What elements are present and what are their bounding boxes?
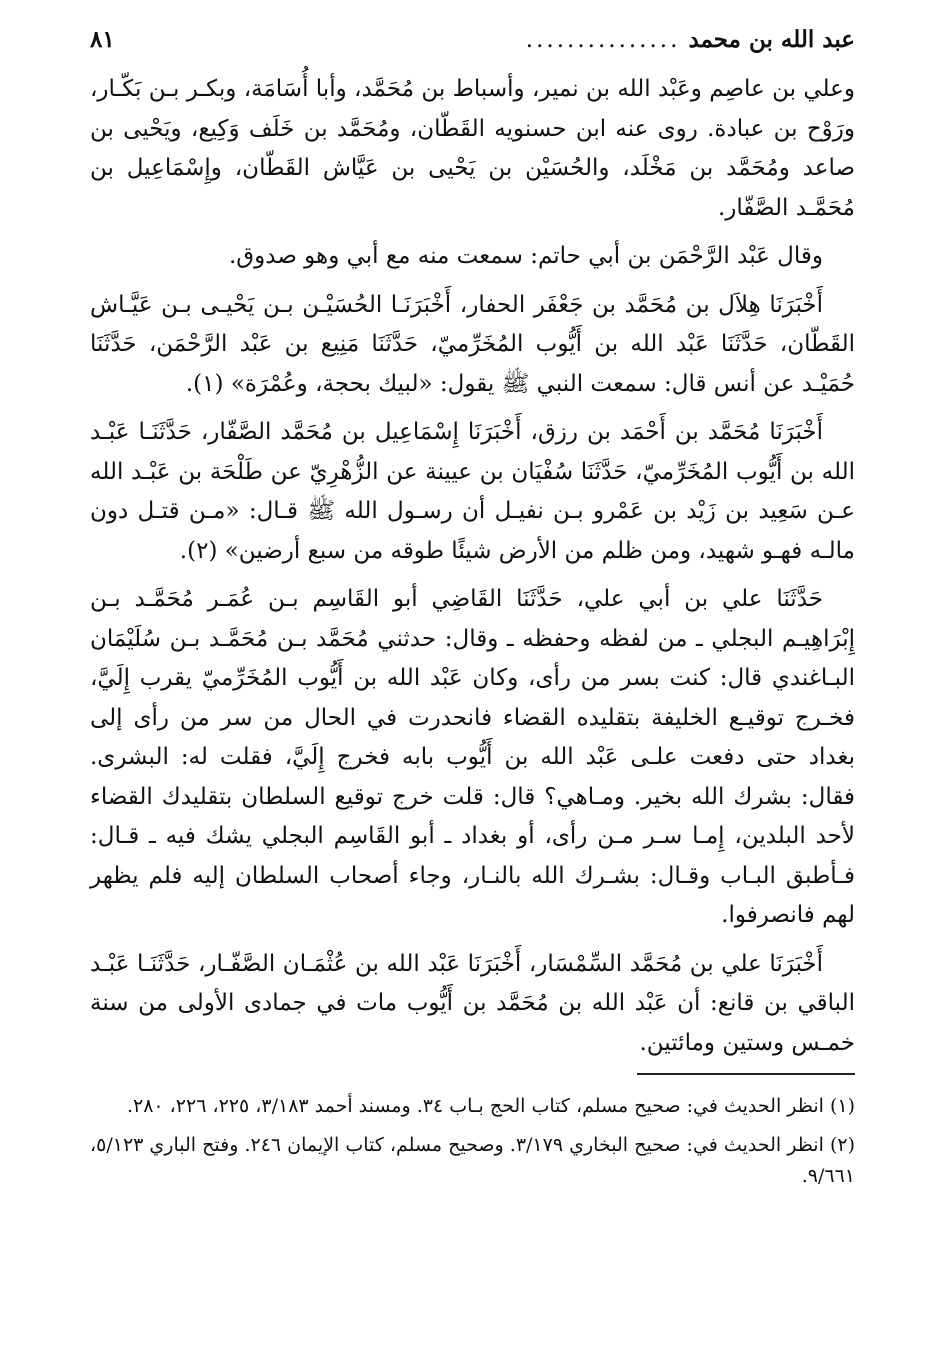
footnote-divider: [637, 1073, 855, 1075]
page-number: ٨١: [90, 26, 115, 53]
running-header-title: عبد الله بن محمد: [688, 26, 855, 53]
running-header: [90, 26, 855, 70]
paragraph-narrators: وعلي بن عاصِم وعَبْد الله بن نمير، وأسباط بن مُحَمَّد، وأبا أُسَامَة، وبكـر بـن بَكّـار، ورَوْح بن عبادة. روى عنه ابن حسنويه القَطّان، ومُحَمَّد بن خَلَف وَكِيع، ويَحْيى بن صاعد ومُحَمَّد بن مَخْلَد، والحُسَيْن بن يَحْيى بن عَيَّاش القَطّان، وإِسْمَاعِيل بن مُحَمَّـد الصَّفّار.: [90, 76, 855, 221]
paragraph-hadith-1: أَخْبَرَنَا هِلاَل بن مُحَمَّد بن جَعْفَر الحفار، أَخْبَرَنَـا الحُسَيْـن بـن يَحْيـى بـن عَيَّـاش القَطّان، حَدَّثَنَا عَبْد الله بن أَيُّوب المُخَرِّميّ، حَدَّثَنَا مَنِيع بن عَبْد الرَّحْمَن، حَدَّثَنَا حُمَيْـد عن أنس قال: سمعت النبي ﷺ يقول: «لبيك بحجة، وعُمْرَة» (١).: [90, 291, 855, 397]
footnotes: [90, 1091, 855, 1192]
paragraph-hadith-2: أَخْبَرَنَا مُحَمَّد بن أَحْمَد بن رزق، أَخْبَرَنَا إِسْمَاعِيل بن مُحَمَّد الصَّفّار، حَدَّثَنَـا عَبْـد الله بن أَيُّوب المُخَرِّميّ، حَدَّثَنَا سُفْيَان بن عيينة عن الزُّهْرِيّ عن طَلْحَة بن عَبْـد الله عـن سَعِيد بن زَيْد بن عَمْرو بـن نفيـل أن رسـول الله ﷺ قـال: «مـن قتـل دون مالـه فهـو شهيد، ومن ظلم من الأرض شيئًا طوقه من سبع أرضين» (٢).: [90, 419, 855, 564]
main-text: [90, 70, 855, 1063]
footnote-2: (٢) انظر الحديث في: صحيح البخاري ٣/١٧٩. وصحيح مسلم، كتاب الإيمان ٢٤٦. وفتح الباري ٥/١٢٣، ٩/٦٦١.: [90, 1134, 855, 1187]
paragraph-ibn-abi-hatim: وقال عَبْد الرَّحْمَن بن أبي حاتم: سمعت منه مع أبي وهو صدوق.: [229, 243, 823, 269]
paragraph-story: حَدَّثَنَا علي بن أبي علي، حَدَّثَنَا القَاضِي أبو القَاسِم بـن عُمَـر مُحَمَّـد بـن إِبْرَاهِيـم البجلي ـ من لفظه وحفظه ـ وقال: حدثني مُحَمَّد بـن مُحَمَّـد بـن سُلَيْمَان البـاغندي قال: كنت بسر من رأى، وكان عَبْد الله بن أَيُّوب المُخَرِّميّ يقرب إِلَيَّ، فخـرج توقيـع الخليفة بتقليده القضاء فانحدرت في الحال من سر من رأى إلى بغداد حتى دفعت علـى عَبْد الله بن أَيُّوب بابه فخرج إِلَيَّ، فقلت له: البشرى. فقال: بشرك الله بخير. ومـاهي؟ قال: قلت خرج توقيع السلطان بتقليدك القضاء لأحد البلدين، إِمـا سـر مـن رأى، أو بغداد ـ أبو القَاسِم البجلي يشك فيه ـ قـال: فـأطبق البـاب وقـال: بشـرك الله بالنـار، وجاء أصحاب السلطان إليه فلم يظهر لهم فانصرفوا.: [90, 586, 855, 928]
running-header-leader-dots: ...............: [525, 27, 681, 53]
footnote-1: (١) انظر الحديث في: صحيح مسلم، كتاب الحج بـاب ٣٤. ومسند أحمد ٣/١٨٣، ٢٢٥، ٢٢٦، ٢٨٠.: [126, 1095, 855, 1117]
book-page: [90, 26, 855, 1200]
paragraph-death-date: أَخْبَرَنَا علي بن مُحَمَّد السِّمْسَار، أَخْبَرَنَا عَبْد الله بن عُثْمَـان الصَّفّـار، حَدَّثَنَـا عَبْـد الباقي بن قانع: أن عَبْد الله بن مُحَمَّد بن أَيُّوب مات في جمادى الأولى من سنة خمـس وستين ومائتين.: [90, 950, 855, 1056]
